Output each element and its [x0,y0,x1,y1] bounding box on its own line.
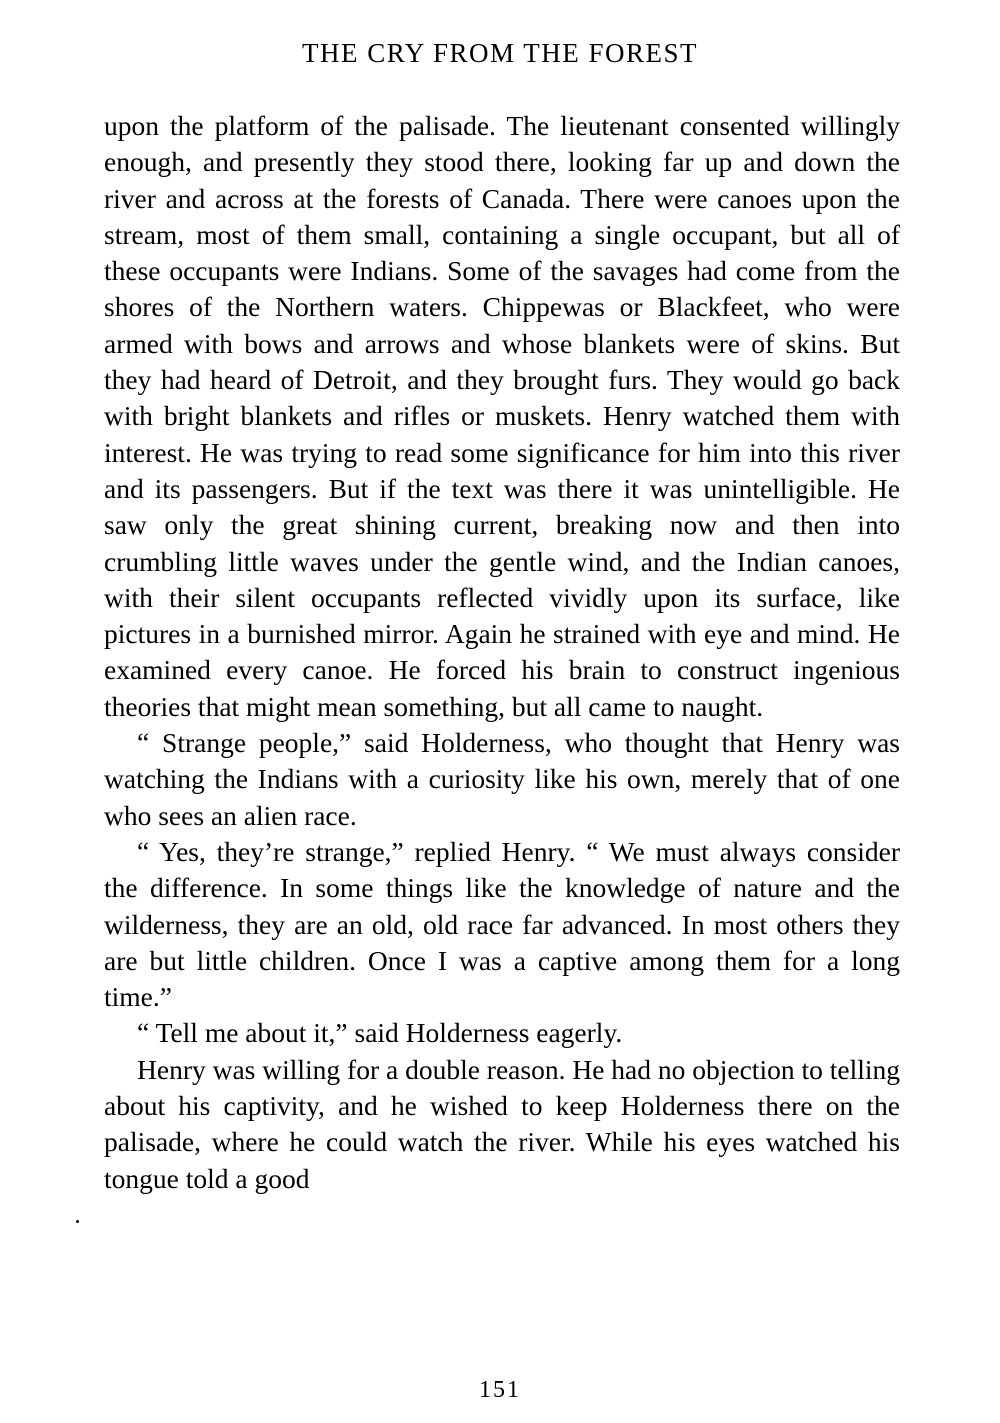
paragraph-strange-people: “ Strange people,” said Holderness, who thought that Henry was watching the Indians with a curiosity like his own, merely that of one who sees an alien race. [104,727,900,831]
paragraph-continued: upon the platform of the palisade. The lieutenant consented willingly enough, and presently they stood there, looking far up and down the river and across at the forests of Canada. There were canoes upon the stream, most of them small, containing a single occupant, but all of these occupants were Indians. Some of the savages had come from the shores of the Northern waters. Chippewas or Blackfeet, who were armed with bows and arrows and whose blankets were of skins. But they had heard of Detroit, and they brought furs. They would go back with bright blankets and rifles or muskets. Henry watched them with interest. He was trying to read some significance for him into this river and its passengers. But if the text was there it was unintelligible. He saw only the great shining current, breaking now and then into crumbling little waves under the gentle wind, and the Indian canoes, with their silent occupants reflected vividly upon its surface, like pictures in a burnished mirror. Again he strained with eye and mind. He examined every canoe. He forced his brain to construct ingenious theories that might mean something, but all came to naught. [104,110,900,722]
running-head: THE CRY FROM THE FOREST [301,38,699,68]
paragraph-henry-reply: “ Yes, they’re strange,” replied Henry. “ We must always consider the difference. In some things like the knowledge of nature and the wilderness, they are an old, old race far advanced. In most others they are but little children. Once I was a captive among them for a long time.” [104,835,900,1013]
paragraph-henry-willing: Henry was willing for a double reason. He had no objection to telling about his captivity, and he wished to keep Holderness there on the palisade, where he could watch the river. While his eyes watched his tongue told a good [104,1053,900,1194]
body-text [104,108,900,1197]
page-number: 151 [479,1377,521,1403]
stray-ink-dot [76,1220,79,1223]
paragraph-tell-me: “ Tell me about it,” said Holderness eagerly. [137,1017,623,1049]
